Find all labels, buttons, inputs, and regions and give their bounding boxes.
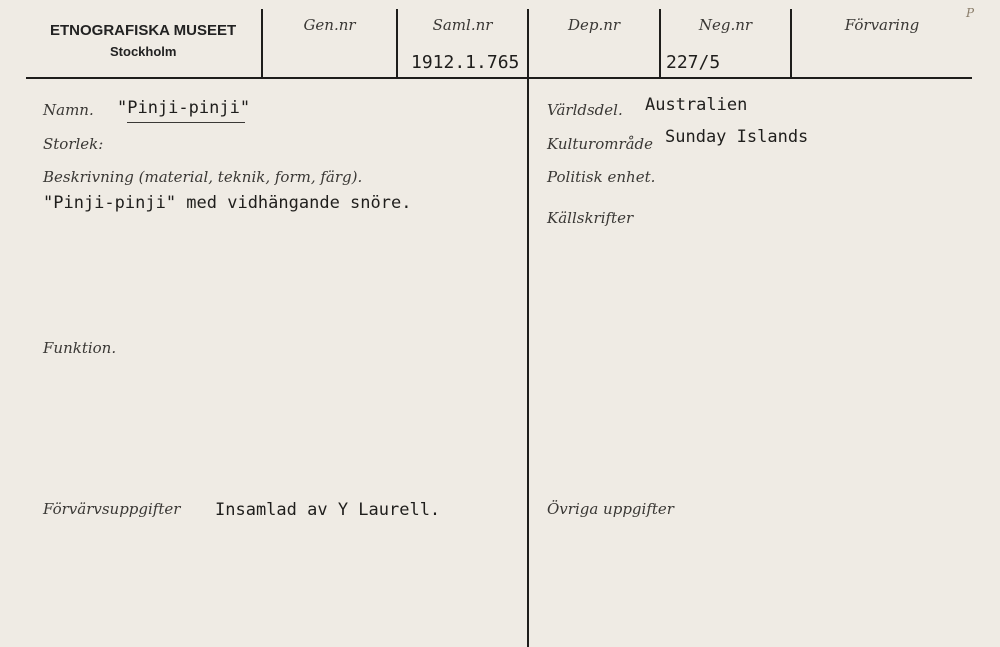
varldsdel-label: Världsdel. — [547, 101, 623, 119]
header-rule — [26, 77, 972, 79]
dep-nr-label: Dep.nr — [567, 16, 621, 34]
museum-city: Stockholm — [110, 44, 177, 59]
column-divider — [527, 79, 529, 647]
varldsdel-value: Australien — [645, 95, 748, 115]
neg-nr-value: 227/5 — [666, 52, 721, 73]
namn-value: "Pinji-pinji" — [117, 98, 251, 118]
corner-mark: P — [966, 6, 975, 20]
beskrivning-label: Beskrivning (material, teknik, form, färg). — [43, 168, 363, 186]
museum-name: ETNOGRAFISKA MUSEET — [50, 22, 237, 39]
storlek-label: Storlek: — [43, 135, 104, 153]
kulturomrade-label: Kulturområde — [547, 135, 654, 153]
saml-nr-value: 1912.1.765 — [411, 52, 520, 73]
namn-underline — [127, 122, 245, 123]
funktion-label: Funktion. — [43, 339, 117, 357]
namn-label: Namn. — [43, 101, 94, 119]
forvarv-value: Insamlad av Y Laurell. — [215, 500, 441, 520]
gen-nr-label: Gen.nr — [303, 16, 356, 34]
politisk-label: Politisk enhet. — [547, 168, 656, 186]
ovriga-label: Övriga uppgifter — [547, 500, 674, 518]
kallskrifter-label: Källskrifter — [547, 209, 634, 227]
forvaring-label: Förvaring — [844, 16, 920, 34]
forvarv-label: Förvärvsuppgifter — [43, 500, 181, 518]
saml-nr-label: Saml.nr — [432, 16, 493, 34]
kulturomrade-value: Sunday Islands — [665, 127, 809, 147]
neg-nr-label: Neg.nr — [698, 16, 753, 34]
beskrivning-value: "Pinji-pinji" med vidhängande snöre. — [43, 193, 412, 213]
